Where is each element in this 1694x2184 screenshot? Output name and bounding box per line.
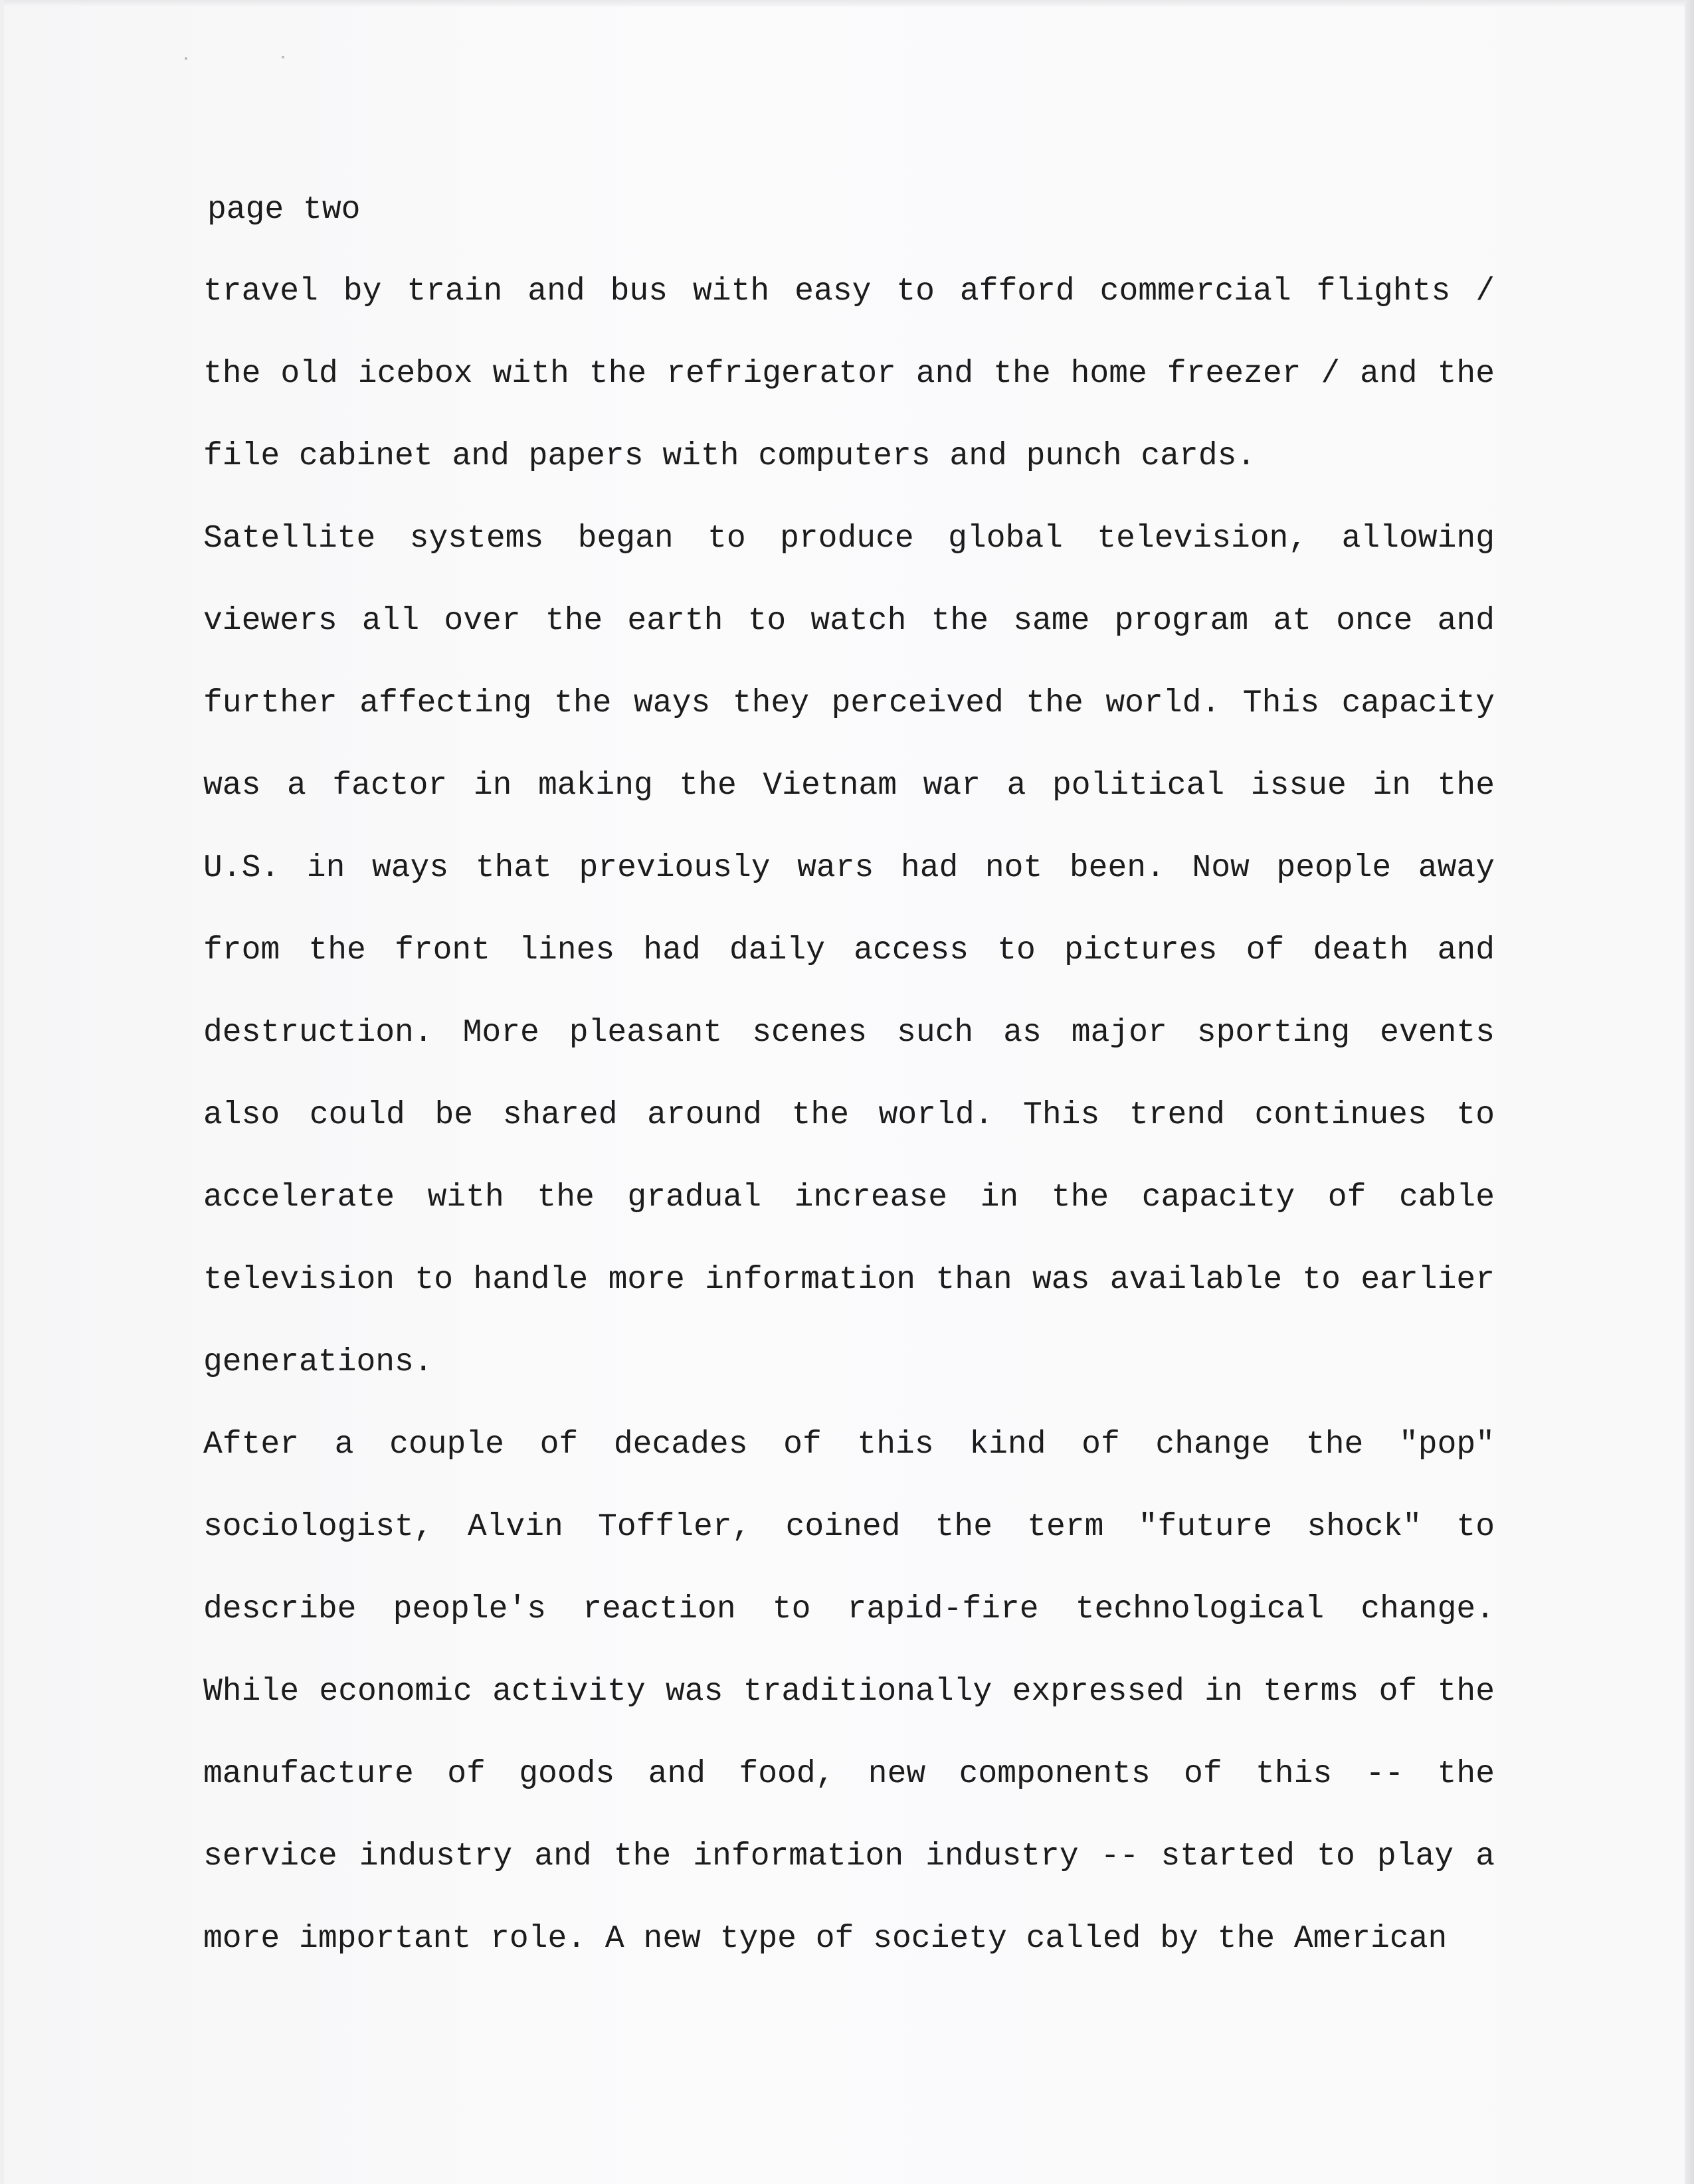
- text-line: After a couple of decades of this kind of change the "pop": [203, 1427, 1495, 1463]
- text-line: Satellite systems began to produce global television, allowing: [203, 521, 1495, 557]
- text-line: television to handle more information than was available to earlier: [203, 1262, 1495, 1298]
- page-top-edge: [0, 0, 1694, 7]
- text-line: further affecting the ways they perceived the world. This capacity: [203, 685, 1495, 721]
- text-line: generations.: [203, 1344, 433, 1380]
- page-right-edge: [1685, 0, 1694, 2184]
- text-line: also could be shared around the world. This trend continues to: [203, 1097, 1495, 1133]
- text-line: was a factor in making the Vietnam war a political issue in the: [203, 768, 1495, 804]
- text-line: service industry and the information industry -- started to play a: [203, 1839, 1495, 1874]
- text-line: more important role. A new type of society called by the American: [203, 1921, 1448, 1957]
- text-line: viewers all over the earth to watch the same program at once and: [203, 603, 1495, 639]
- text-line: sociologist, Alvin Toffler, coined the term "future shock" to: [203, 1509, 1495, 1545]
- paper-speck: [282, 56, 284, 58]
- text-line: from the front lines had daily access to pictures of death and: [203, 933, 1495, 968]
- page-left-edge: [0, 0, 4, 2184]
- page-header: page two: [207, 192, 361, 228]
- text-line: describe people's reaction to rapid-fire technological change.: [203, 1592, 1495, 1627]
- text-line: destruction. More pleasant scenes such as major sporting events: [203, 1015, 1495, 1051]
- text-line: U.S. in ways that previously wars had not been. Now people away: [203, 850, 1495, 886]
- body-text: [203, 270, 1495, 1999]
- text-line: manufacture of goods and food, new components of this -- the: [203, 1756, 1495, 1792]
- text-line: travel by train and bus with easy to afford commercial flights /: [203, 274, 1495, 310]
- text-line: file cabinet and papers with computers and punch cards.: [203, 438, 1256, 474]
- paper-speck: [185, 57, 187, 60]
- text-line: accelerate with the gradual increase in the capacity of cable: [203, 1180, 1495, 1216]
- text-line: While economic activity was traditionally expressed in terms of the: [203, 1674, 1495, 1710]
- text-line: the old icebox with the refrigerator and the home freezer / and the: [203, 356, 1495, 392]
